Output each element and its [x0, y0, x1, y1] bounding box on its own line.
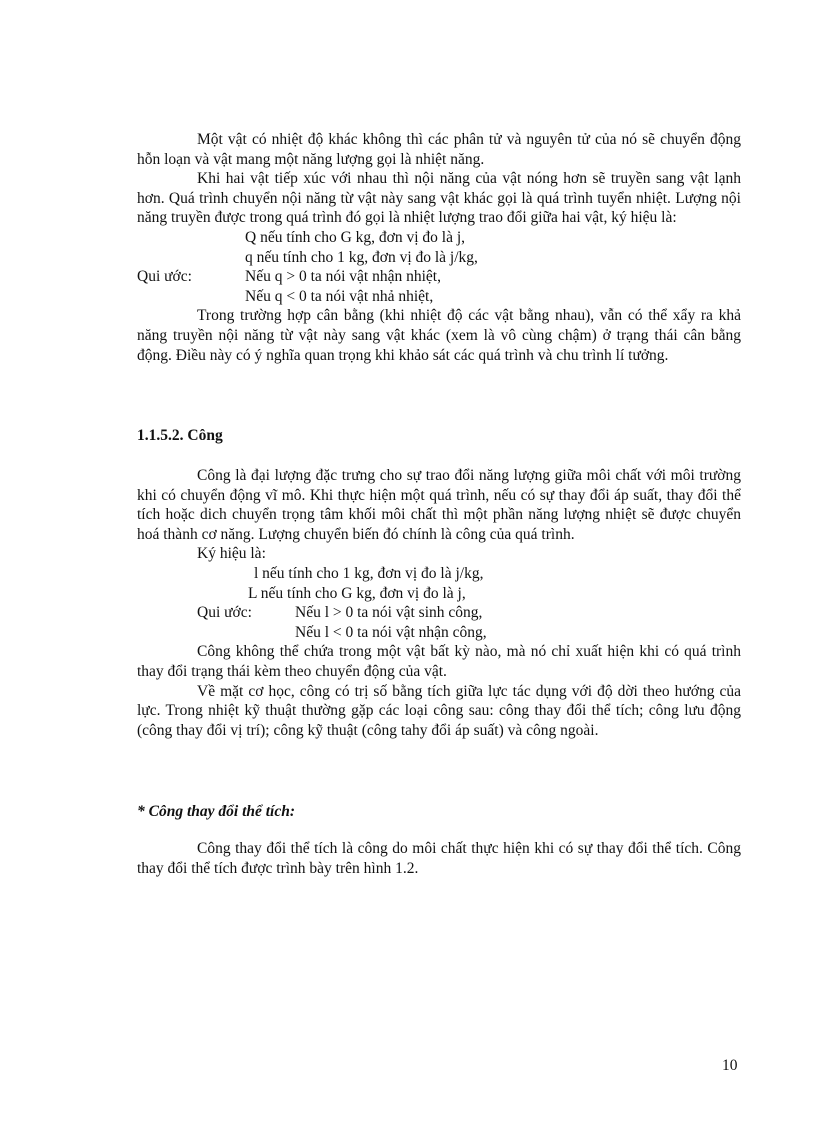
work-convention-label: Qui ước: — [197, 604, 252, 622]
symbol-l-line: l nếu tính cho 1 kg, đơn vị đo là j/kg, — [254, 564, 484, 582]
paragraph-volume-work: Công thay đổi thể tích là công do môi chất thực hiện khi có sự thay đổi thể tích. Công thay đổi thể tích được trình bày trên hình 1.2. — [137, 840, 741, 877]
heat-section — [137, 130, 741, 365]
paragraph-equilibrium: Trong trường hợp cân bằng (khi nhiệt độ các vật bằng nhau), vẫn có thể xẩy ra khả năng truyền nội năng từ vật này sang vật khác (xem là vô cùng chậm) ở trạng thái cân bằng động. Điều này có ý nghĩa quan trọng khi khảo sát các quá trình và chu trình lí tưởng. — [137, 307, 741, 364]
work-convention-row — [137, 603, 741, 623]
heat-convention-label: Qui ước: — [137, 268, 192, 286]
work-heading-block — [137, 426, 741, 446]
section-heading-work: 1.1.5.2. Công — [137, 427, 223, 444]
heat-convention-row — [137, 267, 741, 287]
paragraph-work-existence: Công không thể chứa trong một vật bất kỳ nào, mà nó chỉ xuất hiện khi có quá trình thay đổi trạng thái kèm theo chuyển động của vật. — [137, 643, 741, 680]
volume-work-heading-block — [137, 802, 741, 822]
heat-convention-2: Nếu q < 0 ta nói vật nhả nhiệt, — [245, 287, 434, 305]
symbol-q-line: q nếu tính cho 1 kg, đơn vị đo là j/kg, — [245, 248, 478, 266]
paragraph-heat-energy: Một vật có nhiệt độ khác không thì các phân tử và nguyên tử của nó sẽ chuyển động hỗn loạn và vật mang một năng lượng gọi là nhiệt năng. — [137, 131, 741, 168]
work-convention-2: Nếu l < 0 ta nói vật nhận công, — [295, 623, 487, 641]
paragraph-heat-transfer: Khi hai vật tiếp xúc với nhau thì nội năng của vật nóng hơn sẽ truyền sang vật lạnh hơn. Quá trình chuyển nội năng từ vật này sang vật khác gọi là quá trình tuyển nhiệt. Lượng nội năng truyền được trong quá trình đó gọi là nhiệt lượng trao đổi giữa hai vật, ký hiệu là: — [137, 170, 741, 227]
heat-convention-1: Nếu q > 0 ta nói vật nhận nhiệt, — [245, 268, 441, 286]
symbol-Q-line: Q nếu tính cho G kg, đơn vị đo là j, — [245, 228, 466, 246]
page-number: 10 — [722, 1057, 738, 1074]
work-convention-1: Nếu l > 0 ta nói vật sinh công, — [295, 604, 483, 622]
paragraph-work-definition: Công là đại lượng đặc trưng cho sự trao đổi năng lượng giữa môi chất với môi trường khi có chuyển động vĩ mô. Khi thực hiện một quá trình, nếu có sự thay đổi áp suất, thay đổi thể tích hoặc dich chuyển trọng tâm khối môi chất thì một phần năng lượng nhiệt sẽ được chuyển hoá thành cơ năng. Lượng chuyển biến đó chính là công của quá trình. — [137, 467, 741, 543]
work-section — [137, 466, 741, 740]
symbol-L-line: L nếu tính cho G kg, đơn vị đo là j, — [248, 584, 466, 602]
paragraph-work-types: Về mặt cơ học, công có trị số bằng tích giữa lực tác dụng với độ dời theo hướng của lực. Trong nhiệt kỹ thuật thường gặp các loại công sau: công thay đổi thể tích; công lưu động (công thay đổi vị trí); công kỹ thuật (công tahy đổi áp suất) và công ngoài. — [137, 682, 741, 739]
volume-work-section — [137, 839, 741, 878]
work-symbol-intro: Ký hiệu là: — [197, 545, 266, 563]
section-heading-volume-work: * Công thay đổi thể tích: — [137, 803, 296, 820]
